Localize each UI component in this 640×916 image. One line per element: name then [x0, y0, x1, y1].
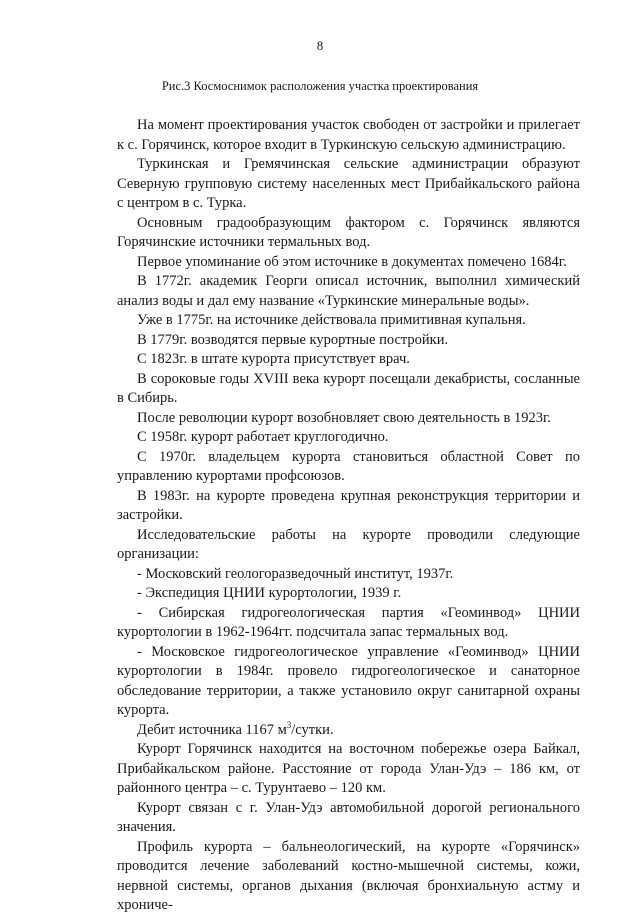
- paragraph: Основным градообразующим фактором с. Горячинск являются Горячинские источники термальных вод.: [117, 214, 580, 250]
- paragraph: На момент проектирования участок свободен от застройки и прилегает к с. Горячинск, которое входит в Туркинскую сельскую администрацию.: [117, 117, 580, 153]
- paragraph-debit: [117, 721, 580, 741]
- paragraph: После революции курорт возобновляет свою деятельность в 1923г.: [137, 409, 551, 426]
- paragraph: С 1823г. в штате курорта присутствует врач.: [137, 351, 410, 367]
- paragraph: В 1983г. на курорте проведена крупная реконструкция территории и застройки.: [117, 487, 580, 523]
- paragraph: Туркинская и Гремячинская сельские администрации образуют Северную групповую систему населенных мест Прибайкальского района с центром в с. Турка.: [117, 156, 580, 211]
- paragraph: В 1779г. возводятся первые курортные постройки.: [137, 331, 449, 348]
- paragraph: В сороковые годы XVIII века курорт посещали декабристы, сосланные в Сибирь.: [117, 370, 580, 406]
- paragraph: Курорт Горячинск находится на восточном побережье озера Байкал, Прибайкальском районе. Расстояние от города Улан-Удэ – 186 км, от районного центра – с. Турунтаево – 120 км.: [117, 741, 580, 796]
- debit-text: Дебит источника 1167 м: [137, 721, 287, 738]
- document-body: [117, 116, 580, 916]
- paragraph: Курорт связан с г. Улан-Удэ автомобильной дорогой регионального значения.: [117, 799, 580, 835]
- list-item: - Московский геологоразведочный институт, 1937г.: [137, 565, 454, 582]
- paragraph: С 1958г. курорт работает круглогодично.: [137, 429, 389, 445]
- debit-superscript: 3: [286, 719, 292, 730]
- paragraph: Первое упоминание об этом источнике в документах помечено 1684г.: [137, 253, 567, 270]
- paragraph: Исследовательские работы на курорте проводили следующие организации:: [117, 526, 580, 562]
- page-number: 8: [316, 38, 324, 53]
- figure-caption: Рис.3 Космоснимок расположения участка проектирования: [161, 79, 479, 93]
- paragraph: Уже в 1775г. на источнике действовала примитивная купальня.: [137, 312, 526, 328]
- list-item: - Экспедиция ЦНИИ курортологии, 1939 г.: [137, 585, 402, 601]
- paragraph: В 1772г. академик Георги описал источник, выполнил химический анализ воды и дал ему название «Туркинские минеральные воды».: [117, 273, 580, 309]
- list-item: - Сибирская гидрогеологическая партия «Геоминвод» ЦНИИ курортологии в 1962-1964гг. подсчитала запас термальных вод.: [117, 604, 580, 640]
- list-item: - Московское гидрогеологическое управление «Геоминвод» ЦНИИ курортологии в 1984г. провело гидрогеологическое и санаторное обследование территории, а также установило округ санитарной охраны курорта.: [117, 643, 580, 718]
- debit-suffix: /сутки.: [291, 721, 334, 738]
- paragraph: Профиль курорта – бальнеологический, на курорте «Горячинск» проводится лечение заболеваний костно-мышечной системы, кожи, нервной системы, органов дыхания (включая бронхиальную астму и хрониче-: [117, 838, 580, 913]
- paragraph: С 1970г. владельцем курорта становиться областной Совет по управлению курортами профсоюзов.: [117, 448, 580, 484]
